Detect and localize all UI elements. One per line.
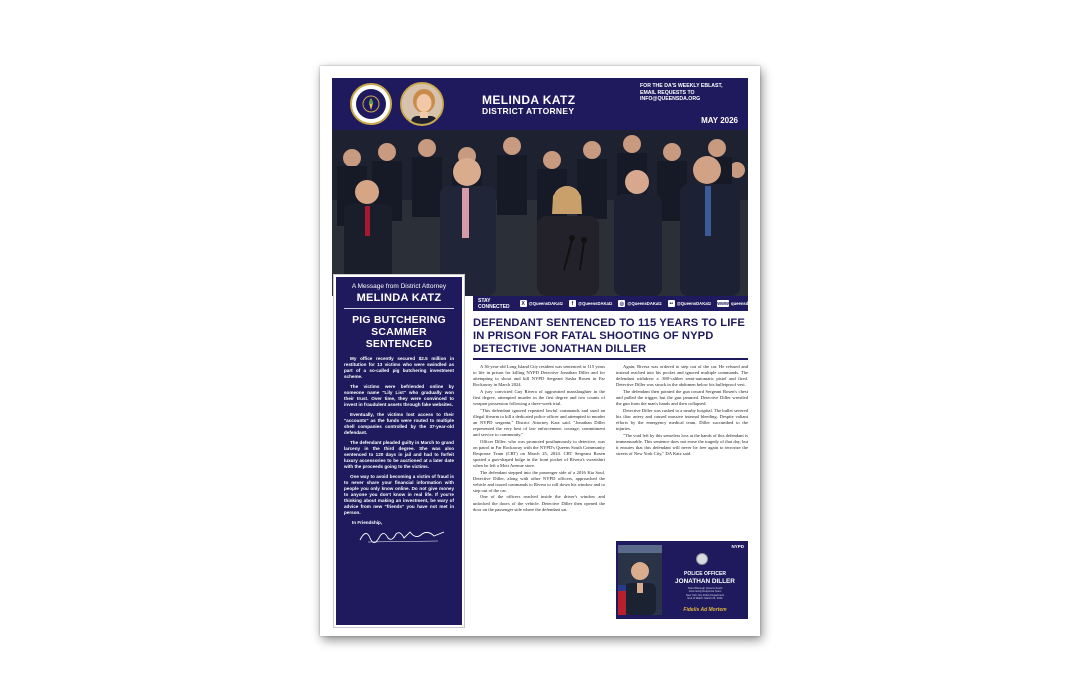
social-x-link[interactable] (520, 300, 563, 307)
da-message-sidebar (334, 275, 464, 627)
article-headline: DEFENDANT SENTENCED TO 115 YEARS TO LIFE IN PRISON FOR FATAL SHOOTING OF NYPD DETECTIVE JONATHAN DILLER (473, 317, 745, 355)
da-portrait (400, 82, 444, 126)
officer-detail-line: Community Response Team (688, 590, 722, 594)
social-handle: @QueensDAKatz (578, 301, 613, 306)
article-paragraph: "The void left by this senseless loss at the hands of this defendant is immeasurable. This sentence does not erase the tragedy of that day, but it ensures that this defendant will never be free again to terrorize the streets of New York City," DA Katz said. (616, 432, 748, 456)
instagram-icon: ◎ (619, 300, 625, 307)
article-paragraph: A 36-year-old Long Island City resident was sentenced to 115 years to life in prison for killing NYPD Detective Jonathan Diller and for attempting to shoot and kill NYPD Sergeant Sasha Rosen in Far Rockaway in March 2024. (473, 364, 605, 388)
sidebar-paragraph: One way to avoid becoming a victim of fraud is to never share your financial information with people you only know online. Do not give money to anyone you don't know in real life. If you're thinking about making an investment, be wary of advice from new "friends" you have not met in person. (344, 474, 454, 515)
sidebar-paragraph: My office recently secured $2.5 million in restitution for 13 victims who were swindled as part of a so-called pig butchering investment scheme. (344, 356, 454, 379)
press-conference-photo (332, 130, 748, 296)
sidebar-paragraph: Eventually, the victims lost access to their "accounts" as the funds were routed to multiple shell companies controlled by the 37-year-old defendant. (344, 412, 454, 435)
article-paragraph: A jury convicted Guy Rivera of aggravated manslaughter in the first degree, attempted murder in the first degree and two counts of weapon possession following a three-week trial. (473, 388, 605, 407)
flickr-icon: •• (669, 300, 673, 307)
officer-details (666, 587, 744, 601)
social-handle: @QueensDAKatz (528, 301, 564, 306)
masthead (332, 78, 748, 130)
memorial-motto: Fidelis Ad Mortem (683, 607, 727, 613)
notice-line: EMAIL REQUESTS TO (640, 89, 695, 96)
da-seal-icon (350, 83, 392, 125)
officer-rank: POLICE OFFICER (684, 571, 726, 577)
article-paragraph: Detective Diller was rushed to a nearby hospital. The bullet severed his iliac artery and caused massive internal bleeding. Despite valiant efforts by the emergency medical team, Diller succumbed to the injuries. (616, 407, 748, 431)
nypd-label: NYPD (731, 544, 744, 549)
article-paragraph: The defendant stepped into the passenger side of a 2016 Kia Soul. Detective Diller, along with other NYPD officers, approached the vehicle and issued commands to Rivera to roll down his window and to step out of the car. (473, 469, 605, 493)
article-paragraph: Officer Diller, who was promoted posthumously to detective, was on patrol in Far Rockaway with the NYPD's Queens South Community Response Team (CRT) on March 25, 2024. CRT Sergeant Rosen spotted a gun-shaped bulge in the front pocket of Rivera's sweatshirt when he left a Mott Avenue store. (473, 438, 605, 468)
officer-detail-line: End of Watch: March 25, 2024 (687, 597, 723, 601)
sidebar-divider (344, 308, 454, 309)
social-handle: @QueensDAKatz (676, 301, 712, 306)
officer-name: JONATHAN DILLER (675, 578, 735, 585)
notice-email[interactable]: INFO@QUEENSDA.ORG (640, 96, 701, 102)
da-name: MELINDA KATZ (482, 93, 576, 107)
sidebar-headline: PIG BUTCHERING SCAMMER SENTENCED (352, 314, 446, 350)
social-instagram-link[interactable] (618, 300, 661, 307)
social-facebook-link[interactable] (569, 300, 612, 307)
nypd-badge-icon (696, 553, 708, 565)
officer-photo (618, 545, 662, 615)
social-web-link[interactable] (717, 300, 758, 307)
officer-detail-line: Patrol Borough Queens South (687, 587, 723, 590)
sidebar-paragraph: The defendant pleaded guilty in March to grand larceny in the third degree. She was also sentenced to 120 days in jail and had to forfeit luxury accessories to be auctioned at a later date with the proceeds going to the victims. (344, 440, 454, 469)
website-url: queensda.org (731, 301, 759, 306)
x-icon: X (521, 300, 525, 307)
stay-connected-label: STAY CONNECTED (478, 297, 510, 310)
facebook-icon: f (569, 300, 576, 307)
officer-detail-line: New York City Police Department (685, 593, 725, 597)
article-paragraph: One of the officers reached inside the driver's window and unlocked the doors of the vehicle. Detective Diller then opened the door on the passenger side where the defendant sat. (473, 494, 605, 512)
eblast-notice (640, 83, 740, 103)
newsletter-page (320, 66, 760, 636)
memorial-card (616, 541, 748, 619)
sidebar-intro: A Message from District Attorney (351, 283, 447, 290)
signature-image (344, 526, 454, 551)
sidebar-signoff: In Friendship, (352, 520, 383, 525)
sidebar-paragraph: The victims were befriended online by someone name "Lily List" who gradually won their trust. Over time, they were convinced to invest in fraudulent assets through fake websites. (344, 384, 454, 407)
sidebar-body (344, 356, 454, 516)
sidebar-da-name: MELINDA KATZ (356, 292, 442, 304)
headline-rule (473, 358, 748, 360)
social-handle: @QueensDAKatz (627, 301, 662, 306)
article-paragraph: The defendant then pointed the gun toward Sergeant Rosen's chest and pulled the trigger, but the gun jammed. Detective Diller wrestled the gun from the man's hands and then collapsed. (616, 388, 748, 407)
social-flickr-link[interactable] (668, 300, 711, 307)
article-paragraph: Again, Rivera was ordered to step out of the car. He refused and instead reached into his pocket and ignored multiple commands. The defendant withdrew a .380-caliber semi-automatic pistol and fired. Detective Diller was struck in the abdomen below his bulletproof vest. (616, 364, 748, 388)
issue-date: MAY 2026 (701, 116, 738, 125)
da-title: DISTRICT ATTORNEY (482, 106, 575, 116)
web-icon: www (717, 300, 729, 307)
article-column-left (473, 364, 605, 513)
article-paragraph: "This defendant ignored repeated lawful commands and used an illegal firearm to kill a dedicated police officer and attempted to murder an NYPD sergeant," District Attorney Katz said. "Jonathan Diller represented the very best of law enforcement: courage, commitment and service to community." (473, 407, 605, 438)
article-column-right (616, 364, 748, 457)
social-bar (473, 296, 759, 311)
notice-line: FOR THE DA'S WEEKLY EBLAST, (640, 83, 723, 89)
